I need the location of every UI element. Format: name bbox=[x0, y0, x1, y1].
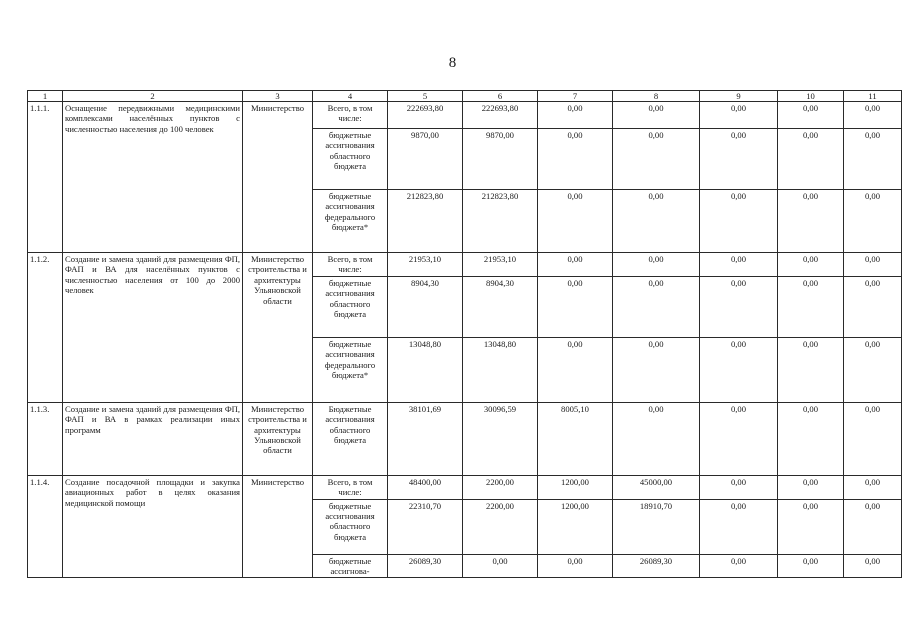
value-cell: 0,00 bbox=[538, 276, 613, 337]
value-cell: 222693,80 bbox=[463, 102, 538, 129]
item-code: 1.1.4. bbox=[28, 475, 63, 578]
table-row bbox=[28, 475, 902, 499]
funding-source: Всего, в том числе: bbox=[313, 253, 388, 277]
column-header: 6 bbox=[463, 91, 538, 102]
value-cell: 0,00 bbox=[700, 129, 778, 190]
item-code: 1.1.3. bbox=[28, 402, 63, 475]
item-executor: Министерство bbox=[243, 102, 313, 253]
value-cell: 48400,00 bbox=[388, 475, 463, 499]
value-cell: 21953,10 bbox=[388, 253, 463, 277]
value-cell: 0,00 bbox=[463, 554, 538, 578]
value-cell: 0,00 bbox=[844, 129, 902, 190]
item-name: Создание и замена зданий для размещения ФП, ФАП и ВА в рамках реализации иных программ bbox=[63, 402, 243, 475]
page-number: 8 bbox=[448, 55, 457, 71]
value-cell: 0,00 bbox=[844, 499, 902, 554]
funding-source: бюджетные ассигнова- bbox=[313, 554, 388, 578]
value-cell: 8005,10 bbox=[538, 402, 613, 475]
value-cell: 0,00 bbox=[778, 337, 844, 402]
value-cell: 222693,80 bbox=[388, 102, 463, 129]
value-cell: 21953,10 bbox=[463, 253, 538, 277]
item-name: Создание посадочной площадки и закупка авиационных работ в целях оказания медицинской помощи bbox=[63, 475, 243, 578]
value-cell: 8904,30 bbox=[388, 276, 463, 337]
value-cell: 0,00 bbox=[700, 102, 778, 129]
value-cell: 1200,00 bbox=[538, 499, 613, 554]
value-cell: 0,00 bbox=[700, 190, 778, 253]
column-header: 4 bbox=[313, 91, 388, 102]
value-cell: 0,00 bbox=[778, 499, 844, 554]
value-cell: 0,00 bbox=[613, 402, 700, 475]
item-executor: Министерство строительства и архитектуры Ульяновской области bbox=[243, 402, 313, 475]
value-cell: 9870,00 bbox=[463, 129, 538, 190]
value-cell: 2200,00 bbox=[463, 475, 538, 499]
item-name: Создание и замена зданий для размещения ФП, ФАП и ВА для населённых пунктов с численностью населения от 100 до 2000 человек bbox=[63, 253, 243, 403]
value-cell: 0,00 bbox=[778, 475, 844, 499]
item-executor: Министерство bbox=[243, 475, 313, 578]
item-executor: Министерство строительства и архитектуры Ульяновской области bbox=[243, 253, 313, 403]
value-cell: 0,00 bbox=[700, 475, 778, 499]
value-cell: 8904,30 bbox=[463, 276, 538, 337]
value-cell: 0,00 bbox=[613, 190, 700, 253]
column-header: 11 bbox=[844, 91, 902, 102]
table-row bbox=[28, 102, 902, 129]
value-cell: 1200,00 bbox=[538, 475, 613, 499]
value-cell: 0,00 bbox=[778, 276, 844, 337]
table-row bbox=[28, 253, 902, 277]
value-cell: 22310,70 bbox=[388, 499, 463, 554]
column-header: 7 bbox=[538, 91, 613, 102]
value-cell: 0,00 bbox=[538, 129, 613, 190]
funding-source: бюджетные ассигнования областного бюджета bbox=[313, 499, 388, 554]
value-cell: 212823,80 bbox=[388, 190, 463, 253]
value-cell: 0,00 bbox=[613, 253, 700, 277]
value-cell: 0,00 bbox=[844, 102, 902, 129]
value-cell: 0,00 bbox=[700, 276, 778, 337]
table-row bbox=[28, 402, 902, 475]
value-cell: 0,00 bbox=[778, 102, 844, 129]
value-cell: 13048,80 bbox=[388, 337, 463, 402]
funding-source: бюджетные ассигнования областного бюджета bbox=[313, 129, 388, 190]
column-header: 9 bbox=[700, 91, 778, 102]
value-cell: 0,00 bbox=[613, 276, 700, 337]
value-cell: 0,00 bbox=[700, 499, 778, 554]
item-code: 1.1.2. bbox=[28, 253, 63, 403]
value-cell: 0,00 bbox=[700, 554, 778, 578]
item-code: 1.1.1. bbox=[28, 102, 63, 253]
value-cell: 0,00 bbox=[844, 402, 902, 475]
value-cell: 2200,00 bbox=[463, 499, 538, 554]
value-cell: 0,00 bbox=[844, 276, 902, 337]
value-cell: 45000,00 bbox=[613, 475, 700, 499]
budget-table bbox=[27, 90, 902, 578]
value-cell: 0,00 bbox=[844, 253, 902, 277]
value-cell: 0,00 bbox=[778, 129, 844, 190]
value-cell: 0,00 bbox=[844, 337, 902, 402]
value-cell: 18910,70 bbox=[613, 499, 700, 554]
value-cell: 0,00 bbox=[778, 402, 844, 475]
column-number-row bbox=[28, 91, 902, 102]
column-header: 1 bbox=[28, 91, 63, 102]
funding-source: бюджетные ассигнования федерального бюджета* bbox=[313, 190, 388, 253]
value-cell: 0,00 bbox=[538, 253, 613, 277]
value-cell: 0,00 bbox=[844, 190, 902, 253]
column-header: 8 bbox=[613, 91, 700, 102]
value-cell: 30096,59 bbox=[463, 402, 538, 475]
value-cell: 26089,30 bbox=[388, 554, 463, 578]
value-cell: 0,00 bbox=[700, 253, 778, 277]
value-cell: 212823,80 bbox=[463, 190, 538, 253]
value-cell: 0,00 bbox=[778, 554, 844, 578]
value-cell: 0,00 bbox=[844, 554, 902, 578]
value-cell: 0,00 bbox=[844, 475, 902, 499]
value-cell: 0,00 bbox=[538, 554, 613, 578]
value-cell: 0,00 bbox=[613, 102, 700, 129]
funding-source: Всего, в том числе: bbox=[313, 102, 388, 129]
column-header: 10 bbox=[778, 91, 844, 102]
value-cell: 0,00 bbox=[538, 102, 613, 129]
item-name: Оснащение передвижными медицинскими комплексами населённых пунктов с численностью населения до 100 человек bbox=[63, 102, 243, 253]
value-cell: 38101,69 bbox=[388, 402, 463, 475]
funding-source: Всего, в том числе: bbox=[313, 475, 388, 499]
value-cell: 0,00 bbox=[700, 337, 778, 402]
funding-source: Бюджетные ассигнования областного бюджета bbox=[313, 402, 388, 475]
column-header: 3 bbox=[243, 91, 313, 102]
column-header: 2 bbox=[63, 91, 243, 102]
value-cell: 13048,80 bbox=[463, 337, 538, 402]
value-cell: 0,00 bbox=[538, 190, 613, 253]
value-cell: 0,00 bbox=[778, 190, 844, 253]
value-cell: 0,00 bbox=[613, 129, 700, 190]
funding-source: бюджетные ассигнования областного бюджета bbox=[313, 276, 388, 337]
funding-source: бюджетные ассигнования федерального бюджета* bbox=[313, 337, 388, 402]
value-cell: 9870,00 bbox=[388, 129, 463, 190]
column-header: 5 bbox=[388, 91, 463, 102]
value-cell: 0,00 bbox=[538, 337, 613, 402]
value-cell: 0,00 bbox=[778, 253, 844, 277]
value-cell: 0,00 bbox=[613, 337, 700, 402]
value-cell: 0,00 bbox=[700, 402, 778, 475]
value-cell: 26089,30 bbox=[613, 554, 700, 578]
